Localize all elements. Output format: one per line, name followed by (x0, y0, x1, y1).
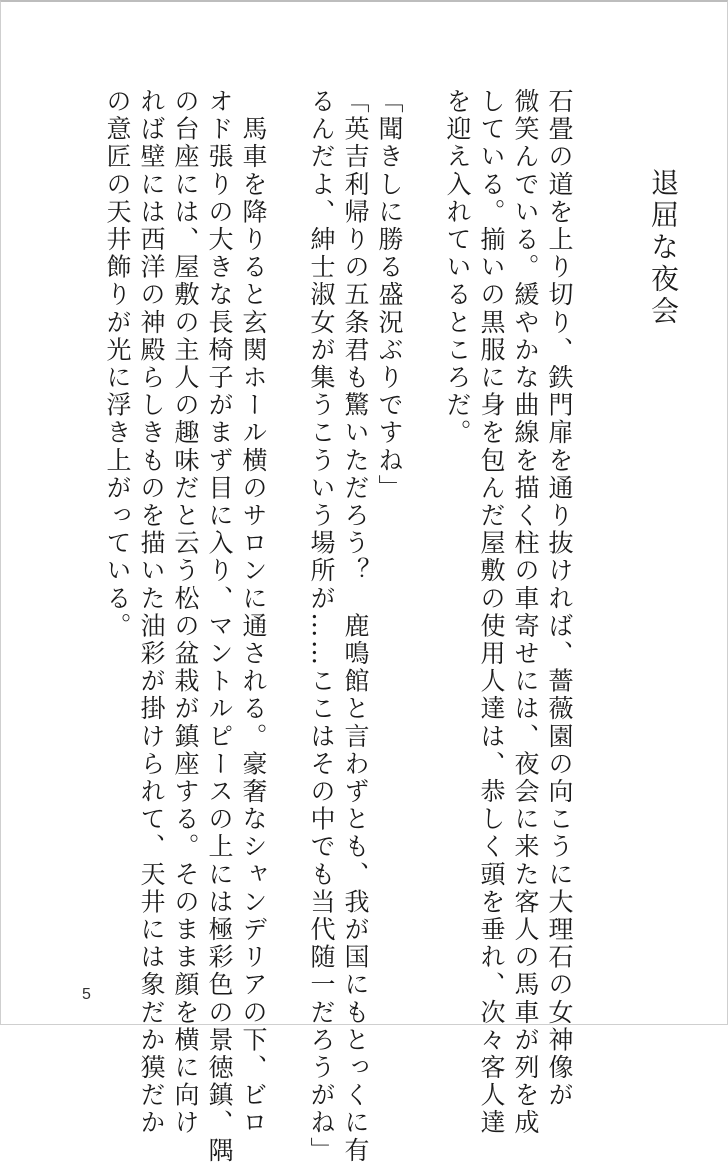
paragraph-gap (270, 88, 304, 968)
dialogue-line: 「英吉利帰りの五条君も驚いただろう？ 鹿鳴館と言わずとも、我が国にもとっくに有 (341, 88, 370, 1164)
paragraph-1-line: を迎え入れているところだ。 (443, 88, 472, 447)
dialogue-line: 「聞きしに勝る盛況ぶりですね」 (375, 88, 404, 502)
paragraph-1-line: している。揃いの黒服に身を包んだ屋敷の使用人達は、恭しく頭を垂れ、次々客人達 (477, 88, 506, 1137)
page-number: 5 (82, 986, 91, 1003)
dialogue-line: るんだよ、紳士淑女が集うこういう場所が……ここはその中でも当代随一だろうがね」 (307, 88, 336, 1164)
paragraph-2-line: れば壁には西洋の神殿らしきものを描いた油彩が掛けられて、天井には象だか獏だか (137, 88, 166, 1137)
paragraph-2-line: の台座には、屋敷の主人の趣味だと云う松の盆栽が鎮座する。そのまま顔を横に向け (171, 88, 200, 1137)
chapter-title: 退屈な夜会 (647, 168, 680, 328)
vertical-text-body (100, 88, 680, 1164)
paragraph-2-line: の意匠の天井飾りが光に浮き上がっている。 (103, 88, 132, 640)
paragraph-2-line: オド張りの大きな長椅子がまず目に入り、マントルピースの上には極彩色の景徳鎮、隅 (205, 88, 234, 1164)
paragraph-gap (406, 88, 440, 968)
paragraph-2-line: 馬車を降りると玄関ホール横のサロンに通される。豪奢なシャンデリアの下、ビロ (239, 88, 268, 1137)
paragraph-1-line: 石畳の道を上り切り、鉄門扉を通り抜ければ、薔薇園の向こうに大理石の女神像が (545, 88, 574, 1110)
paragraph-1-line: 微笑んでいる。緩やかな曲線を描く柱の車寄せには、夜会に来た客人の馬車が列を成 (511, 88, 540, 1137)
